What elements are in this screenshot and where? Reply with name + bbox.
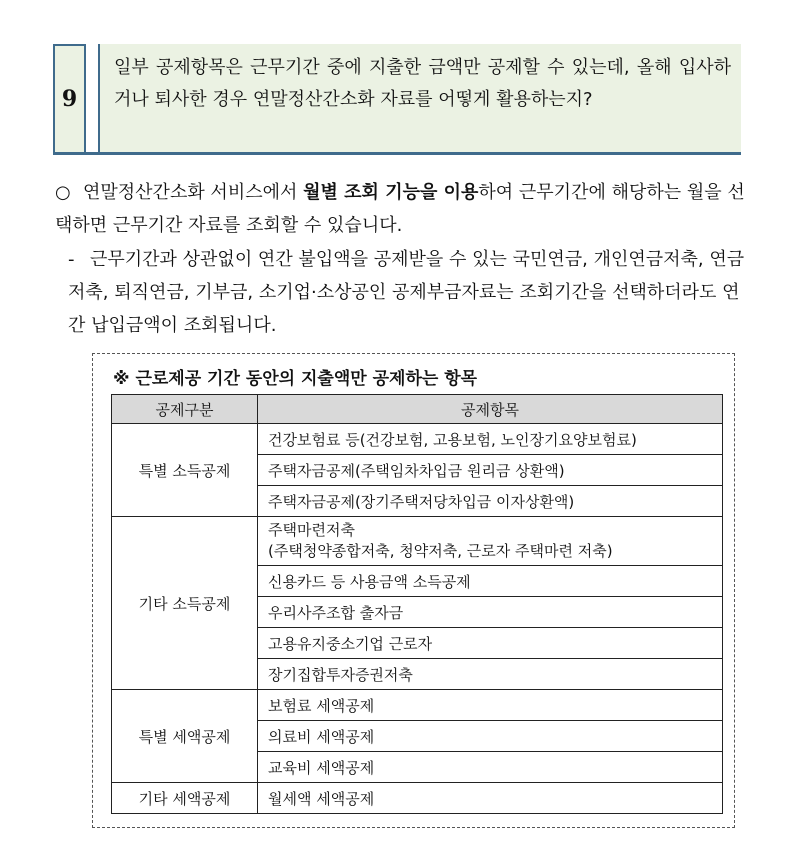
item-cell: 주택마련저축 (주택청약종합저축, 청약저축, 근로자 주택마련 저축) (258, 517, 723, 566)
question-number: 9 (53, 44, 86, 152)
deduction-table (111, 394, 723, 814)
item-cell: 월세액 세액공제 (258, 783, 723, 814)
question-text: 일부 공제항목은 근무기간 중에 지출한 금액만 공제할 수 있는데, 올해 입사하거나 퇴사한 경우 연말정산간소화 자료를 어떻게 활용하는지? (98, 44, 741, 152)
table-row (112, 517, 723, 566)
answer-bullet: ○ (55, 182, 71, 203)
category-cell: 기타 세액공제 (112, 783, 258, 814)
item-cell: 건강보험료 등(건강보험, 고용보험, 노인장기요양보험료) (258, 424, 723, 455)
category-cell: 기타 소득공제 (112, 517, 258, 690)
item-cell: 고용유지중소기업 근로자 (258, 628, 723, 659)
item-cell: 신용카드 등 사용금액 소득공제 (258, 566, 723, 597)
item-cell: 보험료 세액공제 (258, 690, 723, 721)
item-cell: 교육비 세액공제 (258, 752, 723, 783)
table-title: ※ 근로제공 기간 동안의 지출액만 공제하는 항목 (113, 369, 478, 389)
table-row (112, 424, 723, 455)
answer-dash: - (68, 249, 75, 270)
deduction-table-box (92, 353, 735, 828)
table-row (112, 690, 723, 721)
item-cell: 장기집합투자증권저축 (258, 659, 723, 690)
answer-paragraph-sub (68, 243, 748, 342)
table-row (112, 783, 723, 814)
answer-text-after: 하여 근무기간에 해당하는 월을 선택하면 근무기간 자료를 조회할 수 있습니다. (55, 182, 745, 236)
question-box (53, 44, 741, 155)
answer-text-before: 연말정산간소화 서비스에서 (83, 182, 304, 203)
item-cell: 의료비 세액공제 (258, 721, 723, 752)
item-cell: 주택자금공제(장기주택저당차입금 이자상환액) (258, 486, 723, 517)
answer-text-bold: 월별 조회 기능을 이용 (303, 182, 479, 203)
item-cell: 우리사주조합 출자금 (258, 597, 723, 628)
answer-subtext: 근무기간과 상관없이 연간 불입액을 공제받을 수 있는 국민연금, 개인연금저축, 연금저축, 퇴직연금, 기부금, 소기업·소상공인 공제부금자료는 조회기간을 선택하더라도 연간 납입금액이 조회됩니다. (68, 249, 745, 336)
answer-paragraph-main (55, 176, 745, 242)
header-category: 공제구분 (112, 395, 258, 424)
header-items: 공제항목 (258, 395, 723, 424)
category-cell: 특별 세액공제 (112, 690, 258, 783)
category-cell: 특별 소득공제 (112, 424, 258, 517)
item-cell: 주택자금공제(주택임차차입금 원리금 상환액) (258, 455, 723, 486)
